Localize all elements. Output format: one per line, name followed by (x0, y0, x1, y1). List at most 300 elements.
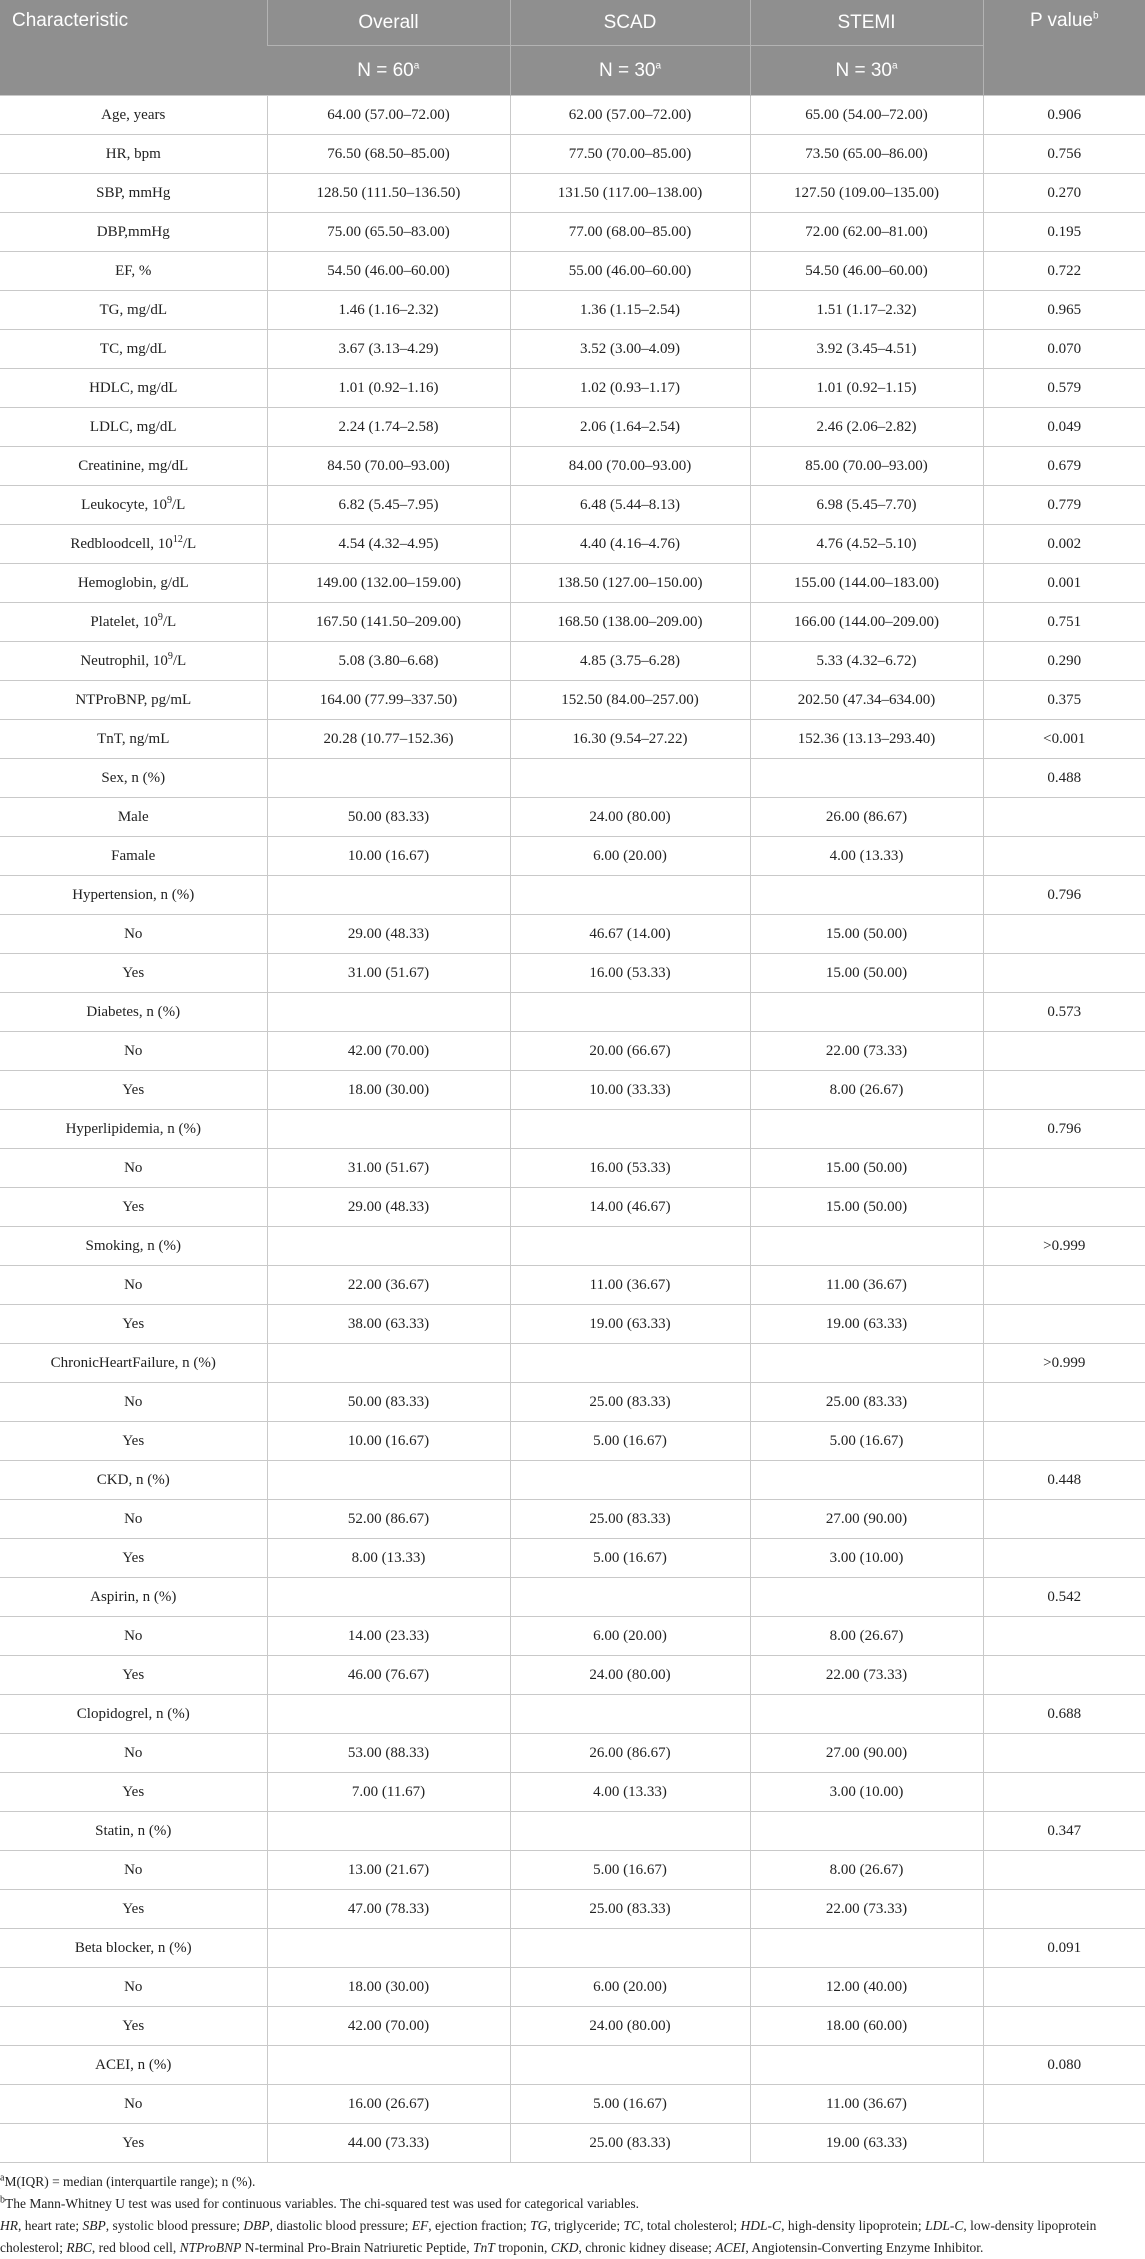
row-overall: 1.01 (0.92–1.16) (267, 369, 510, 408)
row-scad: 4.85 (3.75–6.28) (510, 642, 750, 681)
abbreviation-term: SBP (82, 2218, 106, 2233)
abbreviation-definition: , red blood cell, (91, 2240, 180, 2255)
row-stemi (750, 1695, 983, 1734)
row-stemi (750, 1929, 983, 1968)
row-characteristic: Age, years (0, 96, 267, 135)
row-scad (510, 993, 750, 1032)
table-row (0, 291, 1145, 330)
row-stemi: 12.00 (40.00) (750, 1968, 983, 2007)
table-row (0, 1773, 1145, 1812)
row-overall: 18.00 (30.00) (267, 1968, 510, 2007)
row-p-value: 0.679 (983, 447, 1145, 486)
row-overall: 22.00 (36.67) (267, 1266, 510, 1305)
row-scad: 6.00 (20.00) (510, 1968, 750, 2007)
row-p-value: 0.049 (983, 408, 1145, 447)
row-scad: 16.00 (53.33) (510, 1149, 750, 1188)
table-row (0, 1851, 1145, 1890)
row-stemi: 1.01 (0.92–1.15) (750, 369, 983, 408)
row-overall: 47.00 (78.33) (267, 1890, 510, 1929)
table-row (0, 1305, 1145, 1344)
row-p-value (983, 798, 1145, 837)
row-stemi: 5.00 (16.67) (750, 1422, 983, 1461)
row-scad: 46.67 (14.00) (510, 915, 750, 954)
row-overall: 6.82 (5.45–7.95) (267, 486, 510, 525)
table-footnotes (0, 2163, 1145, 2259)
table-row (0, 369, 1145, 408)
table-row (0, 954, 1145, 993)
row-overall: 8.00 (13.33) (267, 1539, 510, 1578)
row-characteristic: Leukocyte, $10^9/L$ (0, 486, 267, 525)
row-p-value: 0.195 (983, 213, 1145, 252)
table-row (0, 915, 1145, 954)
row-overall: 10.00 (16.67) (267, 1422, 510, 1461)
row-stemi: 15.00 (50.00) (750, 954, 983, 993)
row-stemi: 6.98 (5.45–7.70) (750, 486, 983, 525)
row-p-value (983, 954, 1145, 993)
row-characteristic: Hypertension, n (%) (0, 876, 267, 915)
abbreviation-definition: , ejection fraction; (428, 2218, 531, 2233)
row-stemi: 22.00 (73.33) (750, 1656, 983, 1695)
table-row (0, 1266, 1145, 1305)
row-stemi (750, 759, 983, 798)
row-characteristic: Diabetes, n (%) (0, 993, 267, 1032)
table-row (0, 1578, 1145, 1617)
row-overall: 42.00 (70.00) (267, 1032, 510, 1071)
row-p-value: 0.375 (983, 681, 1145, 720)
abbreviation-term: ACEI (715, 2240, 746, 2255)
row-characteristic: Hemoglobin, g/dL (0, 564, 267, 603)
row-overall: 50.00 (83.33) (267, 798, 510, 837)
row-scad: 77.00 (68.00–85.00) (510, 213, 750, 252)
row-p-value (983, 1071, 1145, 1110)
row-scad: 131.50 (117.00–138.00) (510, 174, 750, 213)
table-row (0, 642, 1145, 681)
table-row (0, 1383, 1145, 1422)
table-row (0, 759, 1145, 798)
row-p-value (983, 1890, 1145, 1929)
row-stemi: 166.00 (144.00–209.00) (750, 603, 983, 642)
row-overall: 52.00 (86.67) (267, 1500, 510, 1539)
row-characteristic: DBP,mmHg (0, 213, 267, 252)
table-body (0, 96, 1145, 2163)
table-row (0, 1968, 1145, 2007)
row-p-value (983, 1149, 1145, 1188)
row-scad: 55.00 (46.00–60.00) (510, 252, 750, 291)
row-stemi: 85.00 (70.00–93.00) (750, 447, 983, 486)
row-p-value (983, 1734, 1145, 1773)
row-overall: 1.46 (1.16–2.32) (267, 291, 510, 330)
row-stemi (750, 1461, 983, 1500)
row-characteristic: Neutrophil, $10^9/L$ (0, 642, 267, 681)
abbreviation-definition: , heart rate; (18, 2218, 83, 2233)
row-characteristic: Yes (0, 1890, 267, 1929)
row-characteristic: TG, mg/dL (0, 291, 267, 330)
row-characteristic: Male (0, 798, 267, 837)
row-overall: 42.00 (70.00) (267, 2007, 510, 2046)
row-stemi: 11.00 (36.67) (750, 2085, 983, 2124)
row-scad: 26.00 (86.67) (510, 1734, 750, 1773)
table-row (0, 135, 1145, 174)
row-scad: 14.00 (46.67) (510, 1188, 750, 1227)
abbreviation-term: TnT (473, 2240, 495, 2255)
row-p-value (983, 2085, 1145, 2124)
row-characteristic: TC, mg/dL (0, 330, 267, 369)
row-scad: 24.00 (80.00) (510, 1656, 750, 1695)
row-stemi (750, 1344, 983, 1383)
table-row (0, 1071, 1145, 1110)
row-p-value: 0.070 (983, 330, 1145, 369)
footnote-b: $^b$The Mann-Whitney U test was used for continuous variables. The chi-squared test was used for categorical variables. (0, 2194, 640, 2211)
row-scad (510, 2046, 750, 2085)
abbreviation-term: RBC (66, 2240, 92, 2255)
table-row (0, 1695, 1145, 1734)
row-p-value: 0.002 (983, 525, 1145, 564)
row-overall (267, 876, 510, 915)
row-characteristic: SBP, mmHg (0, 174, 267, 213)
row-stemi: 19.00 (63.33) (750, 1305, 983, 1344)
row-stemi: 25.00 (83.33) (750, 1383, 983, 1422)
table-header (0, 0, 1145, 96)
row-stemi (750, 2046, 983, 2085)
header-row (0, 0, 1145, 46)
row-stemi: 15.00 (50.00) (750, 915, 983, 954)
row-p-value (983, 1266, 1145, 1305)
table-row (0, 2007, 1145, 2046)
row-overall: 16.00 (26.67) (267, 2085, 510, 2124)
row-scad: 25.00 (83.33) (510, 2124, 750, 2163)
row-scad: 77.50 (70.00–85.00) (510, 135, 750, 174)
row-stemi: 18.00 (60.00) (750, 2007, 983, 2046)
row-characteristic: Yes (0, 1071, 267, 1110)
row-characteristic: Redbloodcell, $10^{12}/L$ (0, 525, 267, 564)
row-stemi (750, 1578, 983, 1617)
row-p-value: 0.270 (983, 174, 1145, 213)
row-characteristic: No (0, 1149, 267, 1188)
row-p-value (983, 2007, 1145, 2046)
n-overall: $N = 60^a$ (267, 46, 510, 96)
row-overall (267, 1344, 510, 1383)
row-scad (510, 1578, 750, 1617)
row-scad: 4.00 (13.33) (510, 1773, 750, 1812)
row-stemi: 8.00 (26.67) (750, 1617, 983, 1656)
row-scad: 24.00 (80.00) (510, 2007, 750, 2046)
row-characteristic: No (0, 2085, 267, 2124)
row-stemi (750, 1812, 983, 1851)
col-header-scad: SCAD (510, 0, 750, 46)
row-characteristic: No (0, 1968, 267, 2007)
abbreviation-definition: , high-density lipoprotein; (781, 2218, 926, 2233)
row-overall: 84.50 (70.00–93.00) (267, 447, 510, 486)
row-overall: 50.00 (83.33) (267, 1383, 510, 1422)
row-stemi: 19.00 (63.33) (750, 2124, 983, 2163)
row-characteristic: HR, bpm (0, 135, 267, 174)
row-scad (510, 1227, 750, 1266)
row-characteristic: LDLC, mg/dL (0, 408, 267, 447)
row-p-value: 0.688 (983, 1695, 1145, 1734)
row-p-value (983, 1773, 1145, 1812)
row-scad: 20.00 (66.67) (510, 1032, 750, 1071)
row-stemi: 27.00 (90.00) (750, 1734, 983, 1773)
row-characteristic: No (0, 1266, 267, 1305)
row-p-value: 0.722 (983, 252, 1145, 291)
table-row (0, 213, 1145, 252)
table-row (0, 1617, 1145, 1656)
row-stemi: 54.50 (46.00–60.00) (750, 252, 983, 291)
row-scad: 16.30 (9.54–27.22) (510, 720, 750, 759)
row-scad (510, 759, 750, 798)
row-stemi (750, 993, 983, 1032)
row-scad (510, 1344, 750, 1383)
row-overall: 7.00 (11.67) (267, 1773, 510, 1812)
row-p-value: 0.290 (983, 642, 1145, 681)
row-overall: 164.00 (77.99–337.50) (267, 681, 510, 720)
row-overall: 29.00 (48.33) (267, 1188, 510, 1227)
row-stemi: 202.50 (47.34–634.00) (750, 681, 983, 720)
row-stemi: 73.50 (65.00–86.00) (750, 135, 983, 174)
row-overall: 10.00 (16.67) (267, 837, 510, 876)
row-characteristic: No (0, 1617, 267, 1656)
row-scad (510, 1110, 750, 1149)
row-scad (510, 876, 750, 915)
row-p-value: >0.999 (983, 1344, 1145, 1383)
row-p-value (983, 2124, 1145, 2163)
row-p-value: 0.573 (983, 993, 1145, 1032)
row-p-value: 0.091 (983, 1929, 1145, 1968)
row-scad: 6.00 (20.00) (510, 837, 750, 876)
row-overall: 14.00 (23.33) (267, 1617, 510, 1656)
row-overall (267, 993, 510, 1032)
row-overall (267, 2046, 510, 2085)
row-characteristic: Yes (0, 1656, 267, 1695)
row-overall: 53.00 (88.33) (267, 1734, 510, 1773)
row-characteristic: Famale (0, 837, 267, 876)
row-scad: 1.02 (0.93–1.17) (510, 369, 750, 408)
row-p-value: 0.796 (983, 1110, 1145, 1149)
row-overall (267, 1812, 510, 1851)
abbreviation-definition: , diastolic blood pressure; (269, 2218, 412, 2233)
row-scad: 5.00 (16.67) (510, 1851, 750, 1890)
row-overall (267, 1578, 510, 1617)
row-overall: 38.00 (63.33) (267, 1305, 510, 1344)
abbreviation-term: EF (411, 2218, 429, 2233)
row-p-value (983, 1032, 1145, 1071)
abbreviation-definition: , chronic kidney disease; (578, 2240, 716, 2255)
row-stemi (750, 876, 983, 915)
row-p-value (983, 1422, 1145, 1461)
row-scad: 24.00 (80.00) (510, 798, 750, 837)
row-overall: 2.24 (1.74–2.58) (267, 408, 510, 447)
row-scad (510, 1461, 750, 1500)
table-row (0, 1461, 1145, 1500)
row-overall: 54.50 (46.00–60.00) (267, 252, 510, 291)
table-row (0, 408, 1145, 447)
row-characteristic: Smoking, n (%) (0, 1227, 267, 1266)
row-p-value (983, 1305, 1145, 1344)
row-overall: 149.00 (132.00–159.00) (267, 564, 510, 603)
row-characteristic: Creatinine, mg/dL (0, 447, 267, 486)
row-p-value: 0.347 (983, 1812, 1145, 1851)
row-stemi: 22.00 (73.33) (750, 1890, 983, 1929)
row-stemi (750, 1227, 983, 1266)
row-overall: 31.00 (51.67) (267, 954, 510, 993)
row-p-value: 0.001 (983, 564, 1145, 603)
row-stemi: 155.00 (144.00–183.00) (750, 564, 983, 603)
row-scad: 2.06 (1.64–2.54) (510, 408, 750, 447)
abbreviation-definition: , total cholesterol; (640, 2218, 741, 2233)
table-row (0, 174, 1145, 213)
row-p-value: 0.080 (983, 2046, 1145, 2085)
row-stemi: 15.00 (50.00) (750, 1149, 983, 1188)
row-stemi: 152.36 (13.13–293.40) (750, 720, 983, 759)
table-row (0, 1149, 1145, 1188)
abbreviation-term: CKD (550, 2240, 579, 2255)
table-row (0, 1422, 1145, 1461)
row-p-value (983, 915, 1145, 954)
row-characteristic: No (0, 1851, 267, 1890)
row-characteristic: Statin, n (%) (0, 1812, 267, 1851)
row-scad: 10.00 (33.33) (510, 1071, 750, 1110)
table-row (0, 1500, 1145, 1539)
abbreviation-definition: , low-density lipoprotein cholesterol; (0, 2218, 1097, 2255)
footnote-a: $^a$M(IQR) = median (interquartile range); n (%). (0, 2172, 256, 2189)
row-stemi: 3.00 (10.00) (750, 1539, 983, 1578)
table-row (0, 252, 1145, 291)
table-row (0, 1890, 1145, 1929)
row-stemi: 22.00 (73.33) (750, 1032, 983, 1071)
abbreviation-term: HR (0, 2218, 18, 2233)
row-characteristic: Clopidogrel, n (%) (0, 1695, 267, 1734)
table-row (0, 1344, 1145, 1383)
row-scad: 62.00 (57.00–72.00) (510, 96, 750, 135)
row-characteristic: No (0, 1032, 267, 1071)
abbreviation-term: TC (623, 2218, 641, 2233)
row-scad (510, 1812, 750, 1851)
row-scad: 5.00 (16.67) (510, 2085, 750, 2124)
table-row (0, 1656, 1145, 1695)
footnote-mark-b: b (1092, 10, 1099, 22)
row-stemi: 8.00 (26.67) (750, 1071, 983, 1110)
col-header-characteristic: Characteristic (0, 0, 267, 96)
row-overall: 4.54 (4.32–4.95) (267, 525, 510, 564)
table-row (0, 1032, 1145, 1071)
row-p-value: <0.001 (983, 720, 1145, 759)
row-stemi: 27.00 (90.00) (750, 1500, 983, 1539)
row-p-value (983, 1656, 1145, 1695)
abbreviation-term: TG (530, 2218, 548, 2233)
row-scad: 11.00 (36.67) (510, 1266, 750, 1305)
row-p-value: 0.751 (983, 603, 1145, 642)
row-p-value: 0.448 (983, 1461, 1145, 1500)
row-characteristic: Yes (0, 2124, 267, 2163)
table-row (0, 2124, 1145, 2163)
table-row (0, 486, 1145, 525)
table-row (0, 1110, 1145, 1149)
row-p-value: 0.796 (983, 876, 1145, 915)
row-p-value (983, 837, 1145, 876)
row-characteristic: No (0, 1383, 267, 1422)
col-header-stemi: STEMI (750, 0, 983, 46)
row-overall: 76.50 (68.50–85.00) (267, 135, 510, 174)
row-p-value: 0.756 (983, 135, 1145, 174)
row-overall: 29.00 (48.33) (267, 915, 510, 954)
row-scad: 5.00 (16.67) (510, 1422, 750, 1461)
row-stemi: 65.00 (54.00–72.00) (750, 96, 983, 135)
n-stemi: $N = 30^a$ (750, 46, 983, 96)
row-characteristic: Yes (0, 1422, 267, 1461)
row-p-value: 0.579 (983, 369, 1145, 408)
row-overall: 13.00 (21.67) (267, 1851, 510, 1890)
row-characteristic: EF, % (0, 252, 267, 291)
abbreviation-definition: N-terminal Pro-Brain Natriuretic Peptide, (241, 2240, 474, 2255)
row-characteristic: Yes (0, 2007, 267, 2046)
row-stemi: 5.33 (4.32–6.72) (750, 642, 983, 681)
row-scad: 4.40 (4.16–4.76) (510, 525, 750, 564)
row-scad: 19.00 (63.33) (510, 1305, 750, 1344)
table-row (0, 1188, 1145, 1227)
row-stemi: 127.50 (109.00–135.00) (750, 174, 983, 213)
row-characteristic: HDLC, mg/dL (0, 369, 267, 408)
abbreviation-definition: , systolic blood pressure; (105, 2218, 244, 2233)
row-p-value: 0.779 (983, 486, 1145, 525)
row-characteristic: NTProBNP, pg/mL (0, 681, 267, 720)
row-overall (267, 759, 510, 798)
row-p-value (983, 1383, 1145, 1422)
row-characteristic: Yes (0, 1305, 267, 1344)
row-scad: 25.00 (83.33) (510, 1383, 750, 1422)
row-characteristic: Beta blocker, n (%) (0, 1929, 267, 1968)
row-stemi: 2.46 (2.06–2.82) (750, 408, 983, 447)
row-characteristic: Yes (0, 1188, 267, 1227)
row-characteristic: No (0, 1734, 267, 1773)
row-characteristic: Yes (0, 1773, 267, 1812)
row-scad: 16.00 (53.33) (510, 954, 750, 993)
abbreviation-definition: , Angiotensin-Converting Enzyme Inhibitor. (745, 2240, 984, 2255)
row-scad: 168.50 (138.00–209.00) (510, 603, 750, 642)
row-characteristic: Sex, n (%) (0, 759, 267, 798)
table-row (0, 1929, 1145, 1968)
row-characteristic: Hyperlipidemia, n (%) (0, 1110, 267, 1149)
abbreviation-term: DBP (243, 2218, 270, 2233)
row-overall: 31.00 (51.67) (267, 1149, 510, 1188)
row-stemi: 15.00 (50.00) (750, 1188, 983, 1227)
row-overall: 18.00 (30.00) (267, 1071, 510, 1110)
table-row (0, 2046, 1145, 2085)
row-overall: 44.00 (73.33) (267, 2124, 510, 2163)
table-row (0, 2085, 1145, 2124)
row-stemi: 4.00 (13.33) (750, 837, 983, 876)
row-p-value (983, 1968, 1145, 2007)
row-overall: 167.50 (141.50–209.00) (267, 603, 510, 642)
row-overall (267, 1227, 510, 1266)
row-characteristic: CKD, n (%) (0, 1461, 267, 1500)
row-stemi: 72.00 (62.00–81.00) (750, 213, 983, 252)
row-scad: 6.48 (5.44–8.13) (510, 486, 750, 525)
row-scad: 1.36 (1.15–2.54) (510, 291, 750, 330)
table-row (0, 798, 1145, 837)
table-row (0, 525, 1145, 564)
row-scad: 3.52 (3.00–4.09) (510, 330, 750, 369)
abbreviation-definition: troponin, (494, 2240, 551, 2255)
row-overall: 128.50 (111.50–136.50) (267, 174, 510, 213)
row-scad: 25.00 (83.33) (510, 1500, 750, 1539)
table-row (0, 603, 1145, 642)
row-characteristic: Platelet, $10^9/L$ (0, 603, 267, 642)
row-scad: 138.50 (127.00–150.00) (510, 564, 750, 603)
row-characteristic: TnT, ng/mL (0, 720, 267, 759)
row-overall: 5.08 (3.80–6.68) (267, 642, 510, 681)
row-stemi: 26.00 (86.67) (750, 798, 983, 837)
table-row (0, 1812, 1145, 1851)
